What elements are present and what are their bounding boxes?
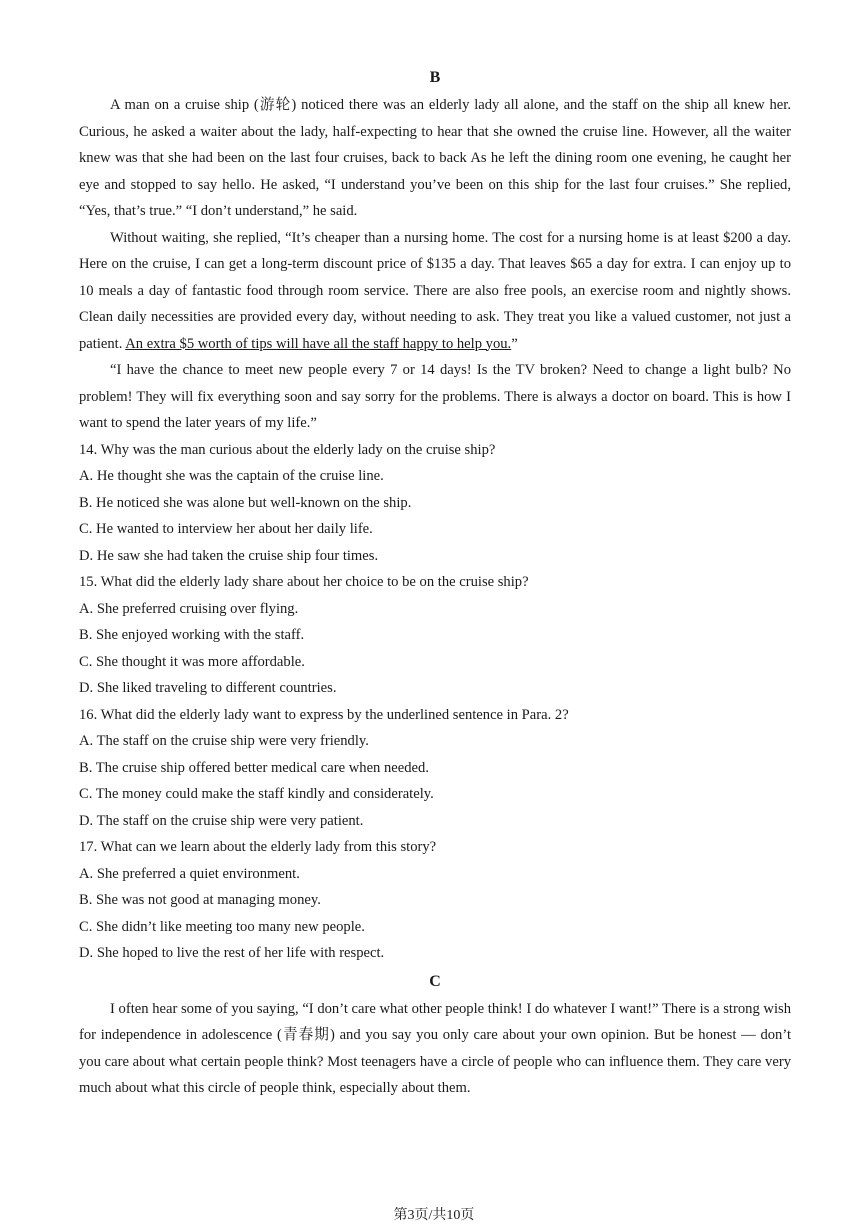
question-15 (79, 569, 791, 702)
option-b: B. She was not good at managing money. (79, 892, 321, 908)
option-d: D. She hoped to live the rest of her life with respect. (79, 945, 385, 961)
question-stem: 16. What did the elderly lady want to express by the underlined sentence in Para. 2? (79, 706, 569, 723)
section-b-paragraph-2 (79, 225, 791, 358)
section-c-title: C (429, 972, 441, 990)
paragraph-2-closing-quote: ” (511, 335, 518, 352)
section-b-title: B (429, 69, 441, 86)
option-d: D. He saw she had taken the cruise ship four times. (79, 547, 379, 564)
option-a: A. She preferred a quiet environment. (79, 865, 300, 882)
question-stem: 15. What did the elderly lady share about her choice to be on the cruise ship? (79, 574, 529, 590)
option-b: B. She enjoyed working with the staff. (79, 627, 305, 643)
option-c: C. She thought it was more affordable. (79, 653, 305, 670)
option-a: A. He thought she was the captain of the cruise line. (79, 468, 384, 484)
option-a: A. The staff on the cruise ship were very friendly. (79, 733, 369, 749)
option-c: C. He wanted to interview her about her daily life. (79, 521, 373, 537)
option-d: D. The staff on the cruise ship were very patient. (79, 812, 364, 829)
question-14 (79, 437, 791, 570)
document-page (79, 64, 791, 1102)
question-16 (79, 702, 791, 835)
section-b-paragraph-3: “I have the chance to meet new people every 7 or 14 days! Is the TV broken? Need to change a light bulb? No problem! They will fix everything soon and say sorry for the problems. There is always a doctor on board. This is how I want to spend the later years of my life.” (79, 362, 791, 431)
option-d: D. She liked traveling to different countries. (79, 680, 337, 696)
section-b-paragraph-1: A man on a cruise ship (游轮) noticed there was an elderly lady all alone, and the staff on the ship all knew her. Curious, he asked a waiter about the lady, half-expecting to hear that she owned the cruise line. However, all the waiter knew was that she had been on the last four cruises, back to back As he left the dining room one evening, he caught her eye and stopped to say hello. He asked, “I understand you’ve been on this ship for the last four cruises.” She replied, “Yes, that’s true.” “I don’t understand,” he said. (79, 97, 791, 219)
question-17 (79, 834, 791, 967)
option-b: B. The cruise ship offered better medical care when needed. (79, 759, 429, 776)
paragraph-2-text: Without waiting, she replied, “It’s cheaper than a nursing home. The cost for a nursing home is at least $200 a day. Here on the cruise, I can get a long-term discount price of $135 a day. That leaves $65 a day for extra. I can enjoy up to 10 meals a day of fantastic food through room service. There are also free pools, an exercise room and nightly shows. Clean daily necessities are provided every day, without needing to ask. They treat you like a valued customer, not just a patient. (79, 229, 791, 352)
question-stem: 17. What can we learn about the elderly lady from this story? (79, 839, 437, 855)
question-stem: 14. Why was the man curious about the elderly lady on the cruise ship? (79, 441, 496, 458)
page-footer: 第3页/共10页 (393, 1208, 475, 1223)
section-c-paragraph-1: I often hear some of you saying, “I don’t care what other people think! I do whatever I want!” There is a strong wish for independence in adolescence (青春期) and you say you only care about your own opinion. But be honest — don’t you care about what certain people think? Most teenagers have a circle of people who can influence them. They care very much about what this circle of people think, especially about them. (79, 1000, 791, 1096)
option-a: A. She preferred cruising over flying. (79, 600, 299, 617)
option-c: C. The money could make the staff kindly and considerately. (79, 786, 434, 802)
option-b: B. He noticed she was alone but well-known on the ship. (79, 494, 412, 511)
underlined-sentence: An extra $5 worth of tips will have all the staff happy to help you. (125, 335, 512, 352)
option-c: C. She didn’t like meeting too many new people. (79, 918, 365, 935)
